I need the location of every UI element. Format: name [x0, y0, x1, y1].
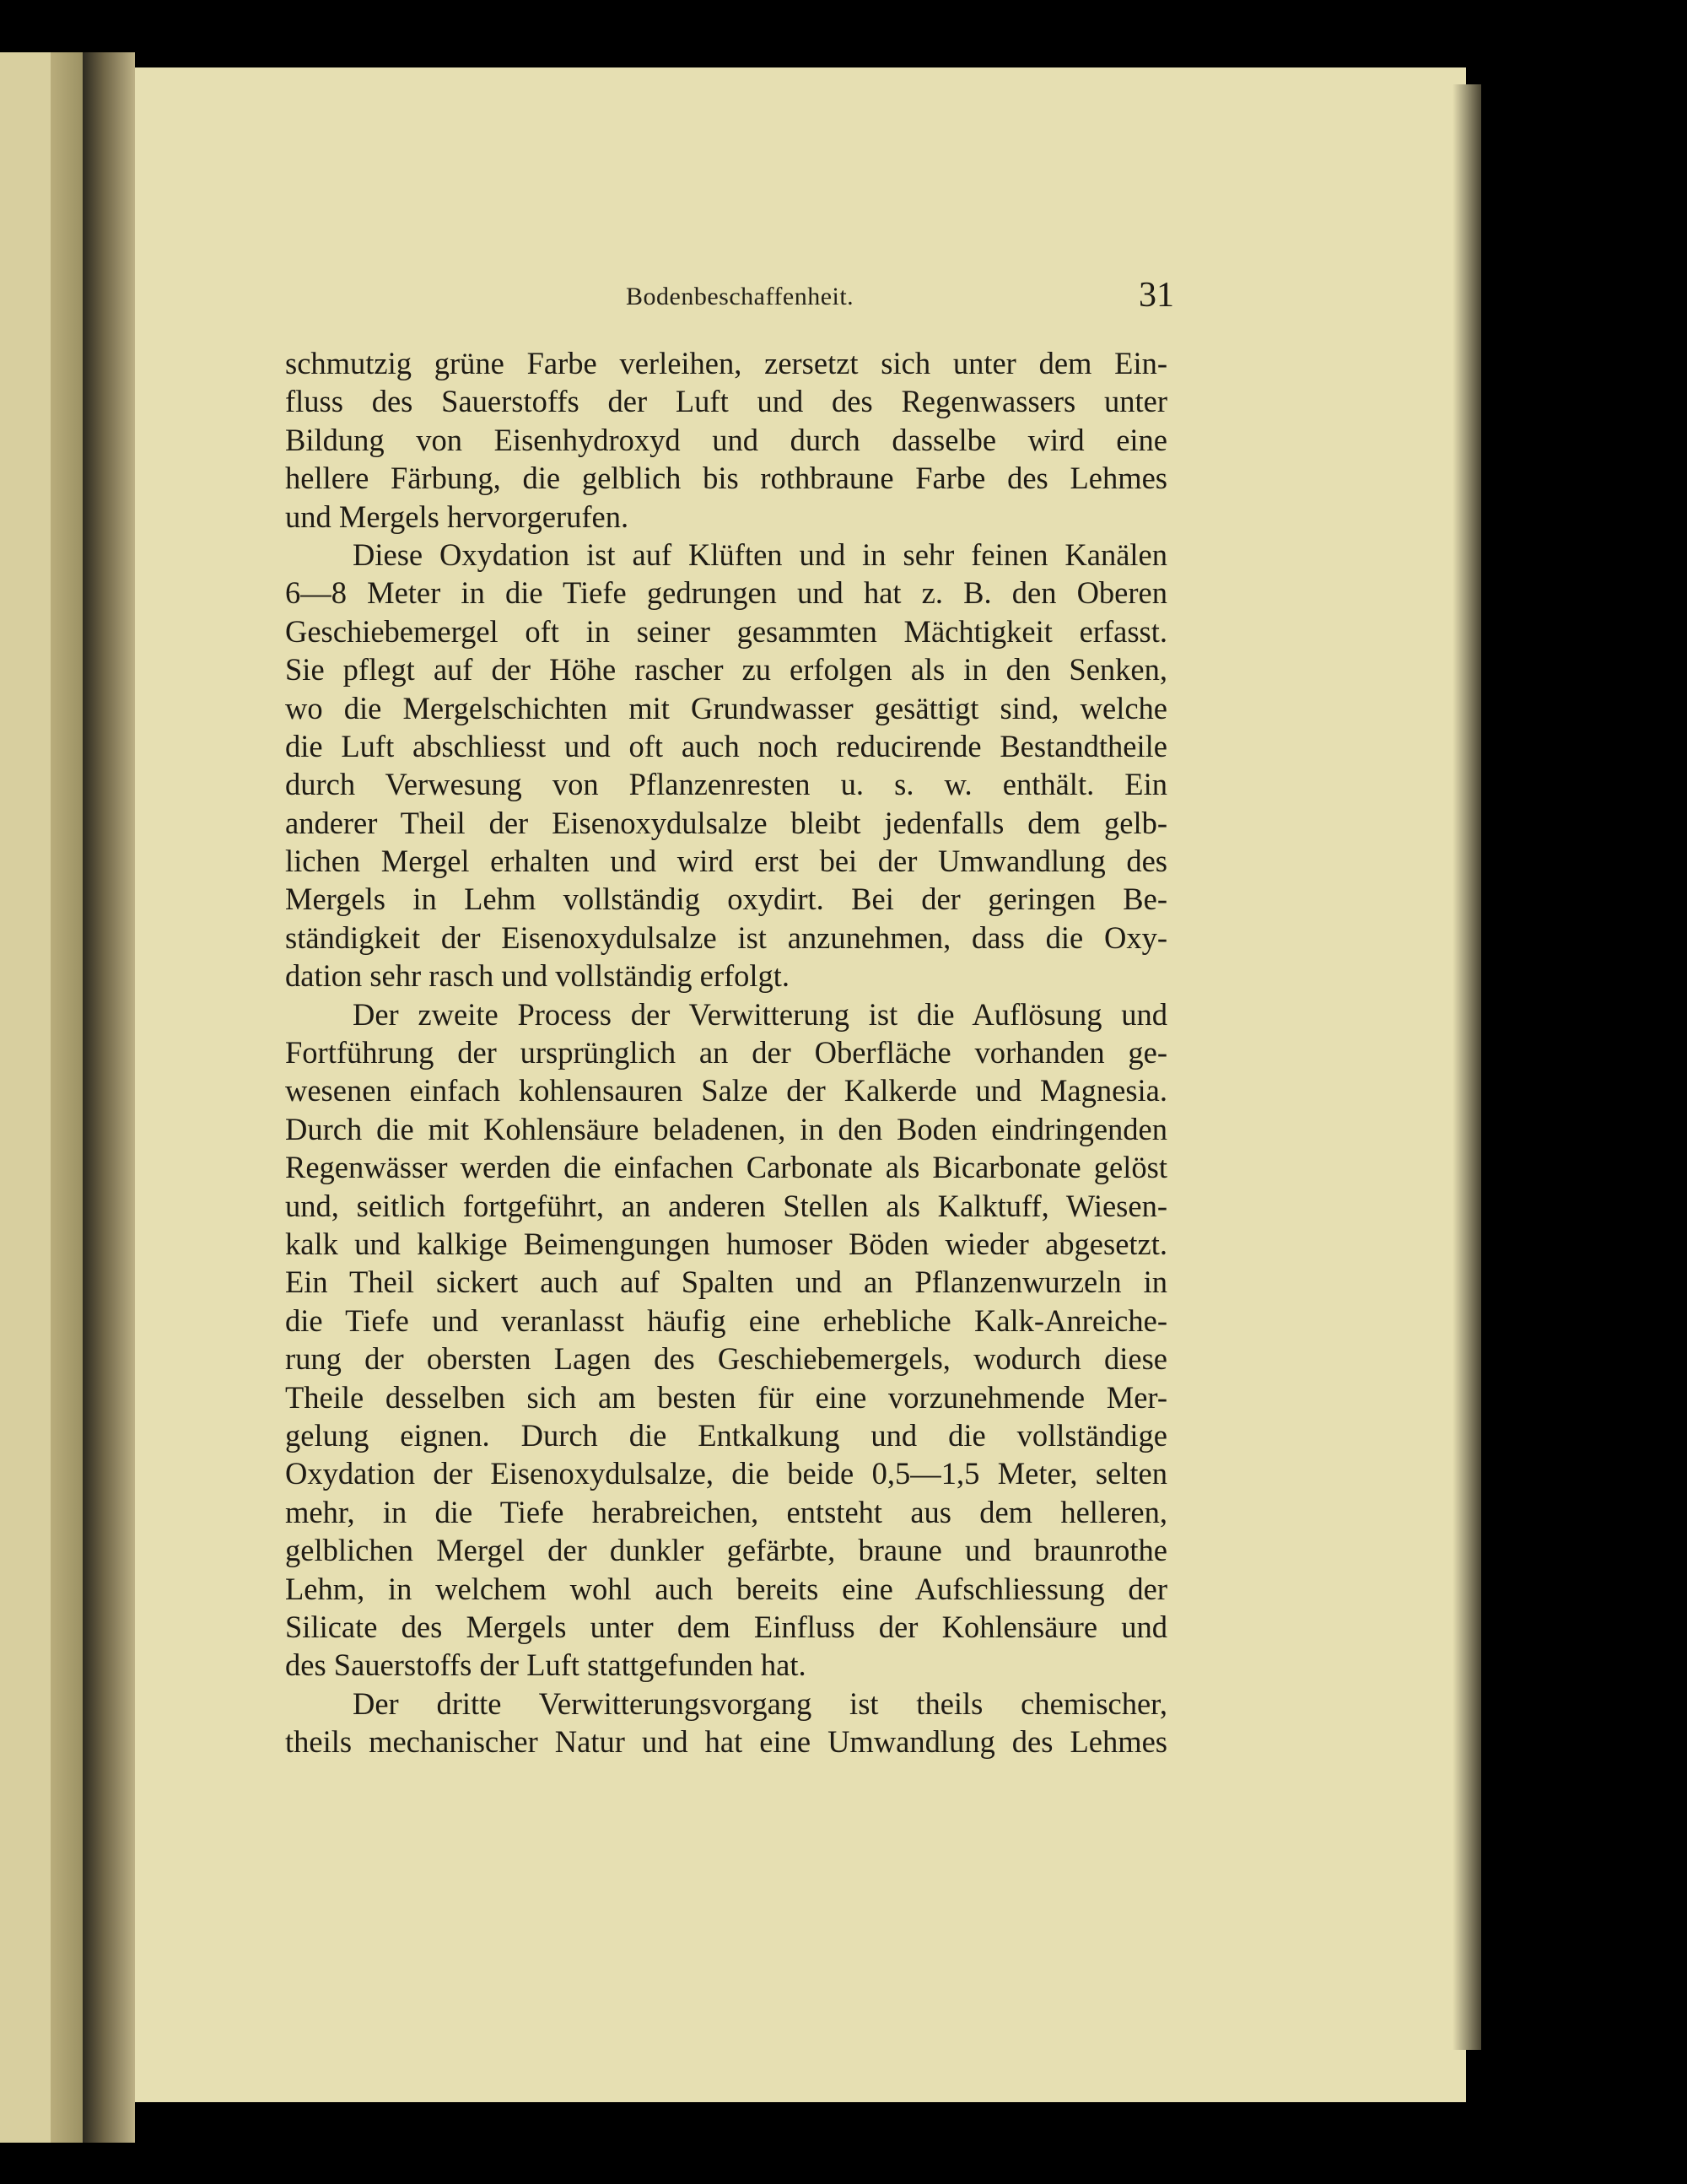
text-line: lichen Mergel erhalten und wird erst bei der Umwandlung des: [285, 844, 1167, 879]
text-line: kalk und kalkige Beimengungen humoser Böden wieder abgesetzt.: [285, 1226, 1167, 1261]
text-line: hellere Färbung, die gelblich bis rothbraune Farbe des Lehmes: [285, 461, 1167, 496]
text-line: 6—8 Meter in die Tiefe gedrungen und hat z. B. den Oberen: [285, 575, 1167, 611]
text-line: Regenwässer werden die einfachen Carbonate als Bicarbonate gelöst: [285, 1150, 1167, 1185]
text-line: Der dritte Verwitterungsvorgang ist theils chemischer,: [353, 1685, 1167, 1721]
page-number: 31: [1139, 276, 1174, 315]
page-edge-shadow: [1453, 84, 1481, 2050]
text-line: Lehm, in welchem wohl auch bereits eine Aufschliessung der: [285, 1571, 1167, 1606]
left-page-shadow: [51, 52, 83, 2143]
text-line: fluss des Sauerstoffs der Luft und des Regenwassers unter: [285, 384, 1167, 419]
text-line: anderer Theil der Eisenoxydulsalze bleibt jedenfalls dem gelb-: [285, 805, 1167, 840]
text-line: gelblichen Mergel der dunkler gefärbte, braune und braunrothe: [285, 1533, 1167, 1568]
book-gutter: [83, 52, 135, 2143]
text-line: und, seitlich fortgeführt, an anderen Stellen als Kalktuff, Wiesen-: [285, 1188, 1167, 1223]
text-line: Theile desselben sich am besten für eine vorzunehmende Mer-: [285, 1379, 1167, 1415]
text-line: Ein Theil sickert auch auf Spalten und an Pflanzenwurzeln in: [285, 1265, 1167, 1300]
text-line: gelung eignen. Durch die Entkalkung und die vollständige: [285, 1417, 1167, 1453]
text-line: die Luft abschliesst und oft auch noch reducirende Bestandtheile: [285, 728, 1167, 763]
running-header: Bodenbeschaffenheit.: [626, 283, 854, 310]
body-text: [285, 344, 1167, 1761]
text-line: rung der obersten Lagen des Geschiebemergels, wodurch diese: [285, 1341, 1167, 1377]
text-line: ständigkeit der Eisenoxydulsalze ist anzunehmen, dass die Oxy-: [285, 919, 1167, 955]
text-line: Oxydation der Eisenoxydulsalze, die beide 0,5—1,5 Meter, selten: [285, 1456, 1167, 1491]
text-line: Durch die mit Kohlensäure beladenen, in den Boden eindringenden: [285, 1111, 1167, 1146]
text-line: Mergels in Lehm vollständig oxydirt. Bei der geringen Be-: [285, 882, 1167, 917]
text-line: Bildung von Eisenhydroxyd und durch dasselbe wird eine: [285, 422, 1167, 457]
text-line: mehr, in die Tiefe herabreichen, entsteht aus dem helleren,: [285, 1494, 1167, 1529]
text-line: Fortführung der ursprünglich an der Oberfläche vorhanden ge-: [285, 1035, 1167, 1070]
text-line: die Tiefe und veranlasst häufig eine erhebliche Kalk-Anreiche-: [285, 1302, 1167, 1338]
text-line: Der zweite Process der Verwitterung ist die Auflösung und: [353, 996, 1167, 1032]
text-line: Silicate des Mergels unter dem Einfluss der Kohlensäure und: [285, 1609, 1167, 1644]
text-line: des Sauerstoffs der Luft stattgefunden hat.: [285, 1647, 806, 1683]
text-line: Diese Oxydation ist auf Klüften und in sehr feinen Kanälen: [353, 537, 1167, 572]
text-line: und Mergels hervorgerufen.: [285, 499, 629, 534]
text-line: Geschiebemergel oft in seiner gesammten Mächtigkeit erfasst.: [285, 613, 1167, 649]
text-line: schmutzig grüne Farbe verleihen, zersetzt sich unter dem Ein-: [285, 346, 1167, 380]
text-line: wesenen einfach kohlensauren Salze der Kalkerde und Magnesia.: [285, 1073, 1167, 1108]
text-line: dation sehr rasch und vollständig erfolgt.: [285, 958, 790, 994]
text-line: Sie pflegt auf der Höhe rascher zu erfolgen als in den Senken,: [285, 652, 1167, 688]
text-line: durch Verwesung von Pflanzenresten u. s. w. enthält. Ein: [285, 767, 1167, 802]
text-line: wo die Mergelschichten mit Grundwasser gesättigt sind, welche: [285, 690, 1167, 725]
text-line: theils mechanischer Natur und hat eine Umwandlung des Lehmes: [285, 1724, 1167, 1760]
